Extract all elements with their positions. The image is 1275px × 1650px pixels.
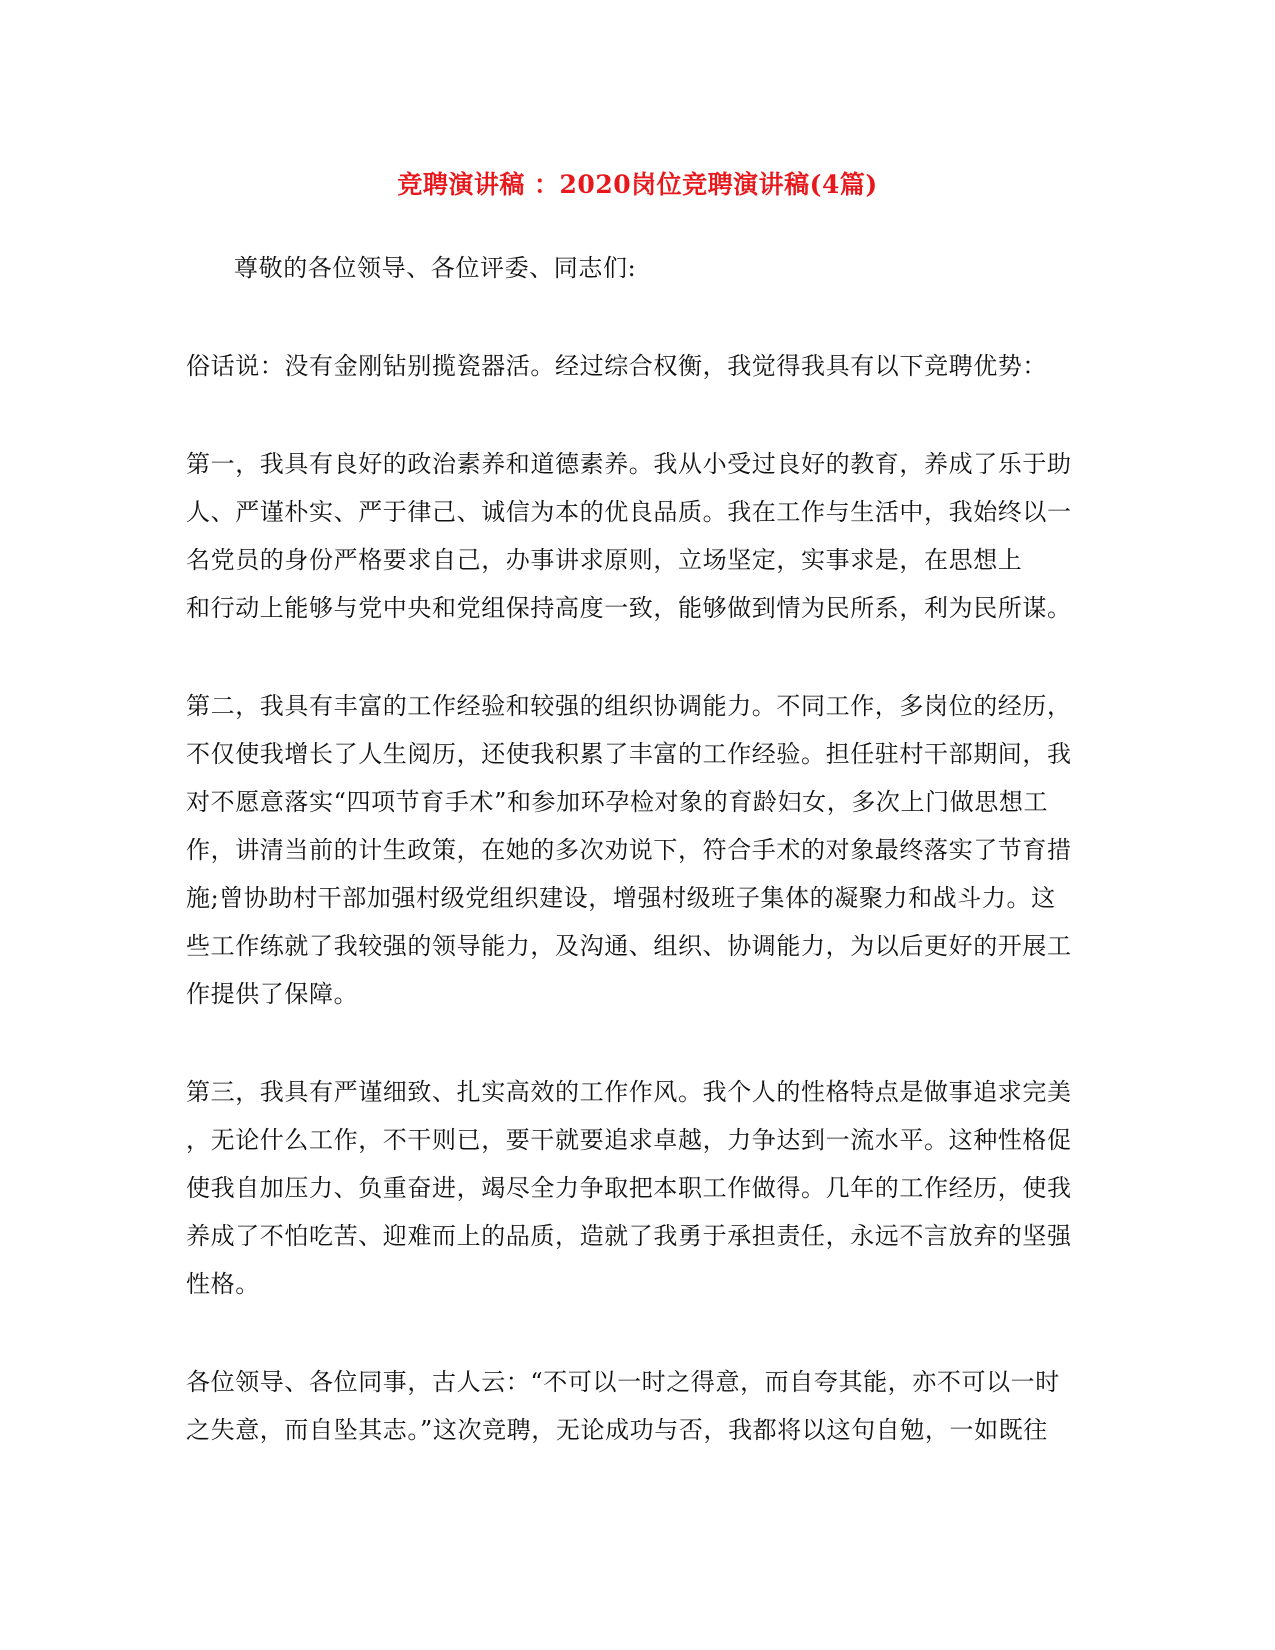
paragraph-line: 不仅使我增长了人生阅历，还使我积累了丰富的工作经验。担任驻村干部期间，我 xyxy=(186,740,1072,768)
paragraph-line: 名党员的身份严格要求自己，办事讲求原则，立场坚定，实事求是，在思想上 xyxy=(186,546,1023,574)
paragraph-line: 对不愿意落实“四项节育手术”和参加环孕检对象的育龄妇女，多次上门做思想工 xyxy=(186,788,1049,816)
paragraph-line: 性格。 xyxy=(186,1270,260,1298)
paragraph-line: 作，讲清当前的计生政策，在她的多次劝说下，符合手术的对象最终落实了节育措 xyxy=(186,836,1072,864)
paragraph-line: 俗话说：没有金刚钻别揽瓷器活。经过综合权衡，我觉得我具有以下竞聘优势： xyxy=(186,352,1047,380)
third-advantage-paragraph xyxy=(186,1068,1086,1308)
paragraph-line: ，无论什么工作，不干则已，要干就要追求卓越，力争达到一流水平。这种性格促 xyxy=(186,1126,1072,1154)
greeting-paragraph xyxy=(186,244,1086,292)
paragraph-line: 第二，我具有丰富的工作经验和较强的组织协调能力。不同工作，多岗位的经历， xyxy=(186,692,1072,720)
paragraph-line: 第三，我具有严谨细致、扎实高效的工作作风。我个人的性格特点是做事追求完美 xyxy=(186,1078,1072,1106)
paragraph-line: 使我自加压力、负重奋进，竭尽全力争取把本职工作做得。几年的工作经历，使我 xyxy=(186,1174,1072,1202)
paragraph-line: 作提供了保障。 xyxy=(186,980,359,1008)
paragraph-line: 些工作练就了我较强的领导能力，及沟通、组织、协调能力，为以后更好的开展工 xyxy=(186,932,1072,960)
paragraph-line: 尊敬的各位领导、各位评委、同志们: xyxy=(234,254,637,282)
paragraph-line: 各位领导、各位同事，古人云：“不可以一时之得意，而自夸其能，亦不可以一时 xyxy=(186,1368,1060,1396)
paragraph-line: 人、严谨朴实、严于律己、诚信为本的优良品质。我在工作与生活中，我始终以一 xyxy=(186,498,1072,526)
second-advantage-paragraph xyxy=(186,682,1086,1018)
document-title: 竞聘演讲稿 ：2020岗位竞聘演讲稿(4篇) xyxy=(397,170,878,199)
paragraph-line: 之失意，而自坠其志。”这次竞聘，无论成功与否，我都将以这句自勉，一如既往 xyxy=(186,1416,1048,1444)
paragraph-line: 和行动上能够与党中央和党组保持高度一致，能够做到情为民所系，利为民所谋。 xyxy=(186,594,1072,622)
first-advantage-paragraph xyxy=(186,440,1086,632)
intro-paragraph xyxy=(186,342,1086,390)
paragraph-line: 第一，我具有良好的政治素养和道德素养。我从小受过良好的教育，养成了乐于助 xyxy=(186,450,1072,478)
closing-paragraph xyxy=(186,1358,1086,1454)
paragraph-line: 养成了不怕吃苦、迎难而上的品质，造就了我勇于承担责任，永远不言放弃的坚强 xyxy=(186,1222,1072,1250)
paragraph-line: 施;曾协助村干部加强村级党组织建设，增强村级班子集体的凝聚力和战斗力。这 xyxy=(186,884,1056,912)
document-body xyxy=(186,244,1086,1504)
